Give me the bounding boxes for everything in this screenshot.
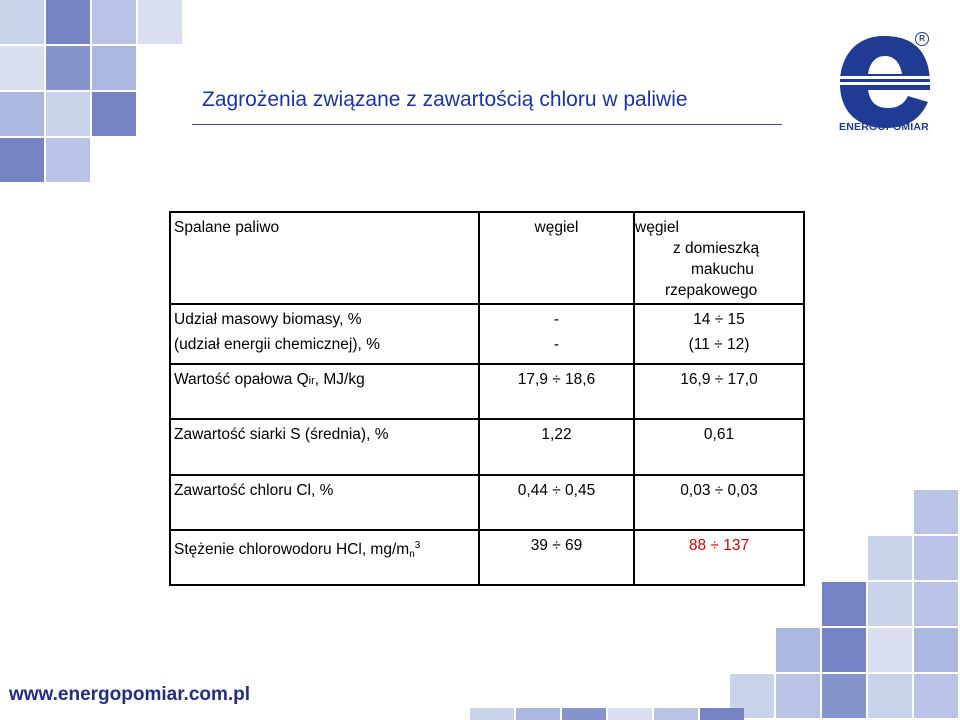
row-value-highlight: 88 ÷ 137 <box>688 537 750 554</box>
row-value: 14 ÷ 15 <box>693 311 745 328</box>
decorative-square <box>138 0 182 44</box>
decorative-square <box>92 46 136 90</box>
row-value: 1,22 <box>541 426 572 443</box>
decorative-square <box>46 46 90 90</box>
decorative-square <box>0 92 44 136</box>
decorative-square <box>0 138 44 182</box>
header-col2-line: makuchu <box>691 261 754 278</box>
header-col1-cell <box>479 212 634 304</box>
decorative-square <box>92 0 136 44</box>
row-col2-cell <box>634 530 804 585</box>
page-title: Zagrożenia związane z zawartością chloru w paliwie <box>202 88 688 111</box>
row-col2-cell <box>634 304 804 364</box>
table-header-row <box>170 212 804 304</box>
row-label <box>174 369 475 392</box>
row-label-text: , MJ/kg <box>314 371 365 388</box>
row-col1-cell <box>479 304 634 364</box>
row-value: 0,03 ÷ 0,03 <box>680 482 758 499</box>
registered-mark-icon: R <box>915 32 929 46</box>
table-row <box>170 364 804 419</box>
decorative-square <box>608 708 652 720</box>
table-row <box>170 419 804 475</box>
row-col1-cell <box>479 475 634 530</box>
table-row <box>170 530 804 585</box>
row-value: - <box>553 336 560 353</box>
title-underline <box>192 124 782 125</box>
fuel-comparison-table <box>169 211 805 586</box>
decorative-square <box>46 0 90 44</box>
header-col2-line: rzepakowego <box>665 282 758 299</box>
decorative-square <box>516 708 560 720</box>
header-col2-line: z domieszką <box>673 240 760 257</box>
row-label-cell <box>170 304 479 364</box>
row-label: Udział masowy biomasy, % <box>174 311 362 328</box>
row-label-subscript: n <box>409 549 415 560</box>
row-label: Zawartość chloru Cl, % <box>174 482 334 499</box>
header-col1: węgiel <box>534 219 579 236</box>
decorative-square <box>700 708 744 720</box>
row-col2-cell <box>634 419 804 475</box>
row-label: Zawartość siarki S (średnia), % <box>174 426 389 443</box>
row-label-superscript: 3 <box>414 540 421 551</box>
row-label <box>174 535 475 565</box>
decorative-square <box>822 674 866 718</box>
decorative-square <box>868 536 912 580</box>
decorative-square <box>868 628 912 672</box>
header-label-cell <box>170 212 479 304</box>
row-col1-cell <box>479 364 634 419</box>
decorative-square <box>92 92 136 136</box>
decorative-square <box>914 490 958 534</box>
table-row <box>170 304 804 364</box>
header-col2-line: węgiel <box>635 219 679 236</box>
row-label-text: Stężenie chlorowodoru HCl, mg/m <box>174 541 410 558</box>
row-value: 17,9 ÷ 18,6 <box>517 371 596 388</box>
row-col1-cell <box>479 530 634 585</box>
decorative-square <box>470 708 514 720</box>
header-col2-cell <box>634 212 804 304</box>
decorative-square <box>0 0 44 44</box>
decorative-square <box>776 674 820 718</box>
decorative-square <box>654 708 698 720</box>
row-value: (11 ÷ 12) <box>688 336 750 353</box>
row-col2-cell <box>634 364 804 419</box>
decorative-square <box>46 138 90 182</box>
logo-brand-name: ENERGOPOMIAR <box>839 121 929 133</box>
decorative-square <box>914 628 958 672</box>
row-label-subscript: ir <box>308 375 315 387</box>
decorative-square <box>822 582 866 626</box>
row-value: 0,61 <box>703 426 735 443</box>
row-label-cell <box>170 364 479 419</box>
footer-url-link[interactable]: www.energopomiar.com.pl <box>9 684 251 705</box>
decorative-square <box>46 92 90 136</box>
row-col1-cell <box>479 419 634 475</box>
decorative-square <box>776 628 820 672</box>
decorative-square <box>914 674 958 718</box>
row-value: 0,44 ÷ 0,45 <box>517 482 596 499</box>
decorative-square <box>868 674 912 718</box>
row-label-cell <box>170 419 479 475</box>
decorative-square <box>914 582 958 626</box>
decorative-square <box>0 46 44 90</box>
row-label-cell <box>170 475 479 530</box>
row-col2-cell <box>634 475 804 530</box>
row-value: 39 ÷ 69 <box>530 537 583 554</box>
header-label: Spalane paliwo <box>174 219 280 236</box>
row-label-cell <box>170 530 479 585</box>
decorative-square <box>868 582 912 626</box>
row-label: (udział energii chemicznej), % <box>174 336 380 353</box>
decorative-square <box>562 708 606 720</box>
row-value: 16,9 ÷ 17,0 <box>680 371 758 388</box>
row-value: - <box>553 311 560 328</box>
table-row <box>170 475 804 530</box>
decorative-square <box>914 536 958 580</box>
decorative-square <box>822 628 866 672</box>
row-label-text: Wartość opałowa Q <box>174 371 309 388</box>
